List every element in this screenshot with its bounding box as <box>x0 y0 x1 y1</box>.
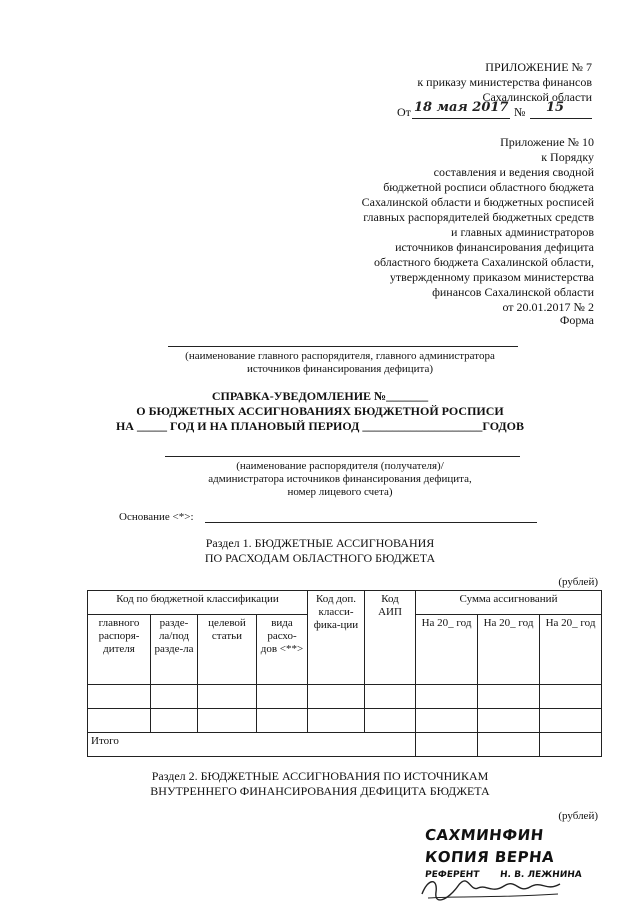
appendix7-line2: Сахалинской области <box>482 90 592 104</box>
recipient-caption-line: (наименование распорядителя (получателя)/ <box>236 460 444 472</box>
header-year: На 20_ год <box>478 615 540 685</box>
appendix10-line: финансов Сахалинской области <box>432 285 594 299</box>
handwritten-number: 15 <box>546 100 565 115</box>
number-prefix: № <box>514 105 526 119</box>
basis-line <box>205 522 537 523</box>
unit-label: (рублей) <box>558 576 598 588</box>
stamp-line2: КОПИЯ ВЕРНА <box>424 848 556 866</box>
section1-line2: ПО РАСХОДАМ ОБЛАСТНОГО БЮДЖЕТА <box>204 551 436 565</box>
appendix10-title: Приложение № 10 <box>500 135 594 149</box>
appendix10-line: утвержденному приказом министерства <box>389 270 594 284</box>
section1-line1: Раздел 1. БЮДЖЕТНЫЕ АССИГНОВАНИЯ <box>205 536 435 550</box>
header-extra-code: Код доп. класси-фика-ции <box>308 591 365 685</box>
header-type: вида расхо-дов <**> <box>257 615 308 685</box>
header-sum: Сумма ассигнований <box>416 591 602 615</box>
appendix7-block <box>332 60 592 105</box>
header-year: На 20_ год <box>540 615 602 685</box>
table-row <box>88 709 602 733</box>
recipient-caption <box>140 460 540 499</box>
recipient-name-line <box>165 456 520 457</box>
appendix7-title: ПРИЛОЖЕНИЕ № 7 <box>485 60 592 74</box>
document-heading <box>40 389 600 434</box>
chief-caption <box>140 350 540 376</box>
chief-caption-line: (наименование главного распорядителя, главного администратора <box>185 350 495 362</box>
stamp-line1: САХМИНФИН <box>424 826 545 844</box>
header-aip-code: Код АИП <box>365 591 416 685</box>
header-year: На 20_ год <box>416 615 478 685</box>
recipient-caption-line: номер лицевого счета) <box>287 486 393 498</box>
section2-line1: Раздел 2. БЮДЖЕТНЫЕ АССИГНОВАНИЯ ПО ИСТОЧНИКАМ <box>151 769 489 783</box>
signature-scribble <box>418 872 568 902</box>
date-prefix: От <box>397 105 411 119</box>
header-section: разде-ла/под разде-ла <box>151 615 198 685</box>
budget-table <box>87 590 602 757</box>
unit-label-2: (рублей) <box>558 810 598 822</box>
header-chief: главного распоря-дителя <box>88 615 151 685</box>
recipient-caption-line: администратора источников финансирования дефицита, <box>208 473 472 485</box>
appendix10-line: к Порядку <box>541 150 594 164</box>
appendix7-line1: к приказу министерства финансов <box>417 75 592 89</box>
appendix7-date-row <box>397 105 411 120</box>
heading-line1: СПРАВКА-УВЕДОМЛЕНИЕ №_______ <box>211 389 429 403</box>
table-row <box>88 685 602 709</box>
appendix10-line: областного бюджета Сахалинской области, <box>374 255 594 269</box>
heading-line3: НА _____ ГОД И НА ПЛАНОВЫЙ ПЕРИОД ____________________ГОДОВ <box>115 419 525 433</box>
appendix10-line: составления и ведения сводной <box>433 165 594 179</box>
number-underline <box>530 118 592 119</box>
date-underline <box>412 118 510 119</box>
appendix10-block <box>294 135 594 315</box>
section1-heading <box>120 536 520 566</box>
appendix10-line: от 20.01.2017 № 2 <box>502 300 594 314</box>
appendix10-line: Сахалинской области и бюджетных росписей <box>361 195 594 209</box>
form-label: Форма <box>559 313 594 327</box>
appendix10-line: источников финансирования дефицита <box>395 240 594 254</box>
basis-label: Основание <*>: <box>119 511 194 523</box>
header-target: целевой статьи <box>198 615 257 685</box>
appendix10-line: и главных администраторов <box>451 225 594 239</box>
total-label: Итого <box>88 733 416 757</box>
section2-heading <box>100 769 540 799</box>
table-total-row <box>88 733 602 757</box>
header-budget-code: Код по бюджетной классификации <box>88 591 308 615</box>
stamp-position: РЕФЕРЕНТ <box>424 870 480 880</box>
section2-line2: ВНУТРЕННЕГО ФИНАНСИРОВАНИЯ ДЕФИЦИТА БЮДЖЕТА <box>150 784 490 798</box>
handwritten-date: 18 мая 2017 <box>414 100 509 115</box>
appendix10-line: главных распорядителей бюджетных средств <box>363 210 594 224</box>
chief-caption-line: источников финансирования дефицита) <box>246 363 434 375</box>
appendix10-line: бюджетной росписи областного бюджета <box>383 180 594 194</box>
heading-line2: О БЮДЖЕТНЫХ АССИГНОВАНИЯХ БЮДЖЕТНОЙ РОСПИСИ <box>136 404 504 418</box>
chief-name-line <box>168 346 518 347</box>
stamp-name: Н. В. ЛЕЖНИНА <box>499 870 583 880</box>
